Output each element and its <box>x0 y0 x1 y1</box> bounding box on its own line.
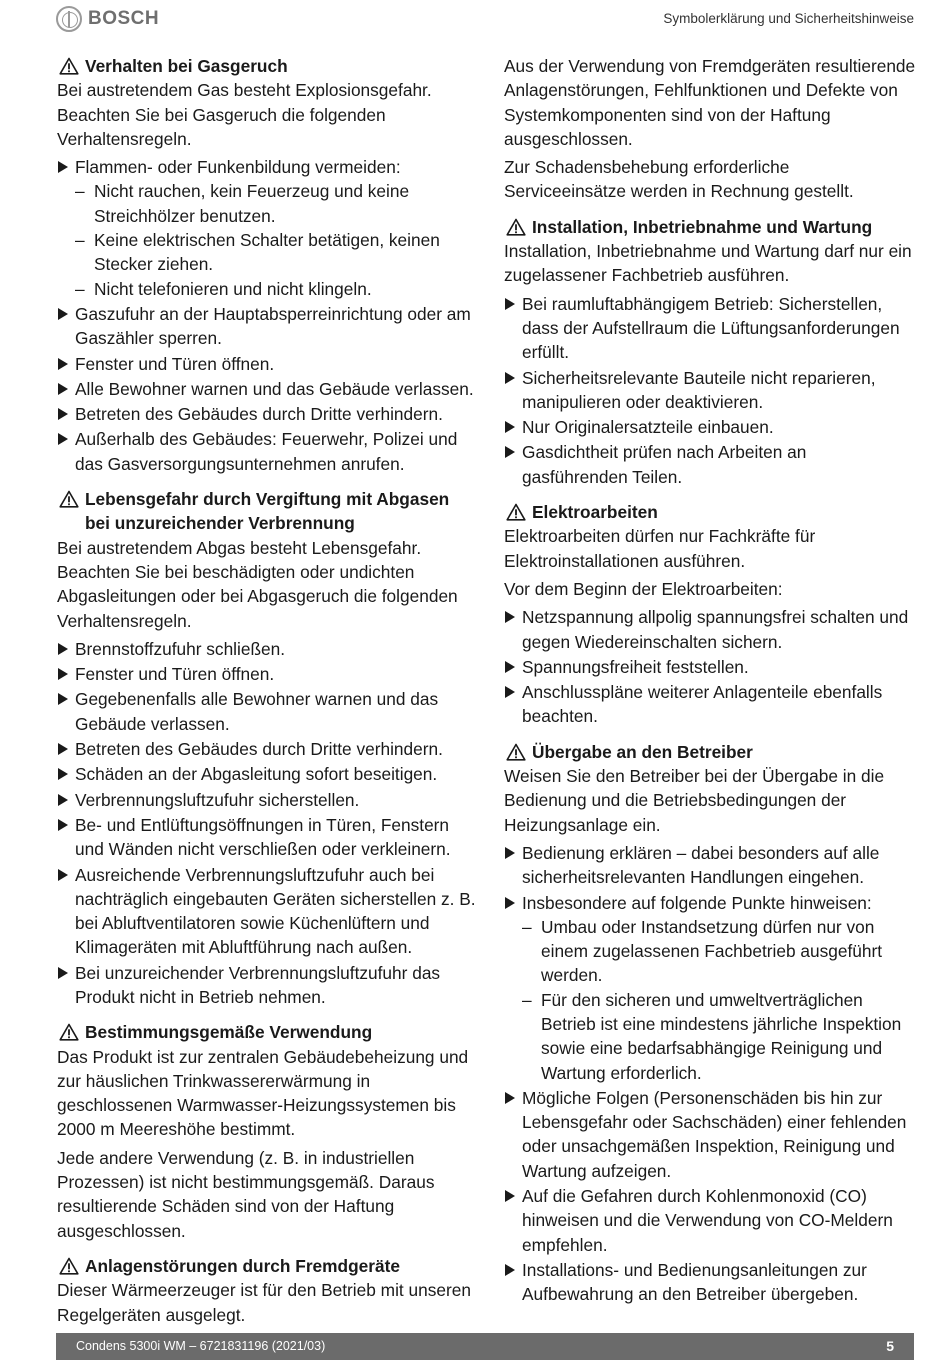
sub-list-item: – Nicht rauchen, kein Feuerzeug und keine Streichhölzer benutzen. <box>75 181 410 226</box>
list-item: Be- und Entlüftungsöffnungen in Türen, Fenstern und Wänden nicht verschließen oder verkleinern. <box>57 813 479 862</box>
section-heading-installation: Installation, Inbetriebnahme und Wartung <box>504 215 916 239</box>
list-item: Anschlusspläne weiterer Anlagenteile ebenfalls beachten. <box>504 680 916 729</box>
triangle-arrow-icon <box>505 446 515 458</box>
list-item: Auf die Gefahren durch Kohlenmonoxid (CO) hinweisen und die Verwendung von CO-Meldern empfehlen. <box>504 1184 916 1257</box>
triangle-arrow-icon <box>505 897 515 909</box>
triangle-arrow-icon <box>58 308 68 320</box>
section-heading-gas-smell: Verhalten bei Gasgeruch <box>57 54 479 78</box>
bosch-logo <box>56 6 159 32</box>
list-item: Sicherheitsrelevante Bauteile nicht reparieren, manipulieren oder deaktivieren. <box>504 366 916 415</box>
sub-list-item: – Keine elektrischen Schalter betätigen, keinen Stecker ziehen. <box>75 230 440 275</box>
triangle-arrow-icon <box>505 611 515 623</box>
warning-triangle-icon <box>506 743 526 761</box>
triangle-arrow-icon <box>58 693 68 705</box>
triangle-arrow-icon <box>505 372 515 384</box>
bullet-list <box>504 605 916 728</box>
list-item: Betreten des Gebäudes durch Dritte verhindern. <box>57 737 479 761</box>
sub-list-item: – Nicht telefonieren und nicht klingeln. <box>75 278 372 299</box>
bullet-list <box>57 155 479 476</box>
section-heading-handover: Übergabe an den Betreiber <box>504 740 916 764</box>
warning-triangle-icon <box>59 1257 79 1275</box>
list-item: Fenster und Türen öffnen. <box>57 662 479 686</box>
list-item: Mögliche Folgen (Personenschäden bis hin zur Lebensgefahr oder Sachschäden) einer fehlenden oder unsachgemäßen Inspektion, Reinigung und Wartung aufzeigen. <box>504 1086 916 1183</box>
paragraph: Dieser Wärmeerzeuger ist für den Betrieb mit unseren Regelgeräten ausgelegt. <box>57 1280 471 1325</box>
triangle-arrow-icon <box>58 643 68 655</box>
triangle-arrow-icon <box>505 1264 515 1276</box>
paragraph: Das Produkt ist zur zentralen Gebäudebeheizung und zur häuslichen Trinkwassererwärmung in geschlossenen Warmwasser-Heizungssystemen bis 2000 m Meereshöhe bestimmt. <box>57 1046 469 1140</box>
list-item: Bei unzureichender Verbrennungsluftzufuhr das Produkt nicht in Betrieb nehmen. <box>57 961 479 1010</box>
list-item: Bei raumluftabhängigem Betrieb: Sicherstellen, dass der Aufstellraum die Lüftungsanforderungen erfüllt. <box>504 292 916 365</box>
warning-triangle-icon <box>506 218 526 236</box>
warning-triangle-icon <box>59 1023 79 1041</box>
list-item: Verbrennungsluftzufuhr sicherstellen. <box>57 788 479 812</box>
triangle-arrow-icon <box>58 161 68 173</box>
list-item: Flammen- oder Funkenbildung vermeiden: – Nicht rauchen, kein Feuerzeug und keine Streichhölzer benutzen. – Keine elektrischen Schalter betätigen, keinen Stecker ziehen. – Nicht telefonieren und nicht klingeln. <box>57 155 479 301</box>
paragraph: Elektroarbeiten dürfen nur Fachkräfte für Elektroinstallationen ausführen. <box>504 526 816 571</box>
paragraph: Aus der Verwendung von Fremdgeräten resultierende Anlagenstörungen, Fehlfunktionen und Defekte von Systemkomponenten sind von der Haftung ausgeschlossen. <box>504 56 916 149</box>
list-item: Fenster und Türen öffnen. <box>57 352 479 376</box>
triangle-arrow-icon <box>505 1092 515 1104</box>
triangle-arrow-icon <box>505 686 515 698</box>
list-item: Außerhalb des Gebäudes: Feuerwehr, Polizei und das Gasversorgungsunternehmen anrufen. <box>57 427 479 476</box>
paragraph: Weisen Sie den Betreiber bei der Übergabe in die Bedienung und die Betriebsbedingungen der Heizungsanlage ein. <box>504 766 885 835</box>
triangle-arrow-icon <box>58 743 68 755</box>
triangle-arrow-icon <box>58 383 68 395</box>
triangle-arrow-icon <box>58 869 68 881</box>
list-item: Bedienung erklären – dabei besonders auf alle sicherheitsrelevanten Handlungen eingehen. <box>504 841 916 890</box>
sub-list <box>75 179 479 300</box>
bullet-list <box>504 292 916 489</box>
paragraph: Vor dem Beginn der Elektroarbeiten: <box>504 578 783 599</box>
section-heading-third-party-devices: Anlagenstörungen durch Fremdgeräte <box>57 1254 479 1278</box>
list-item: Betreten des Gebäudes durch Dritte verhindern. <box>57 402 479 426</box>
triangle-arrow-icon <box>58 433 68 445</box>
list-item: Insbesondere auf folgende Punkte hinweisen: – Umbau oder Instandsetzung dürfen nur von einem zugelassenen Fachbetrieb ausgeführt werden. – Für den sicheren und umweltverträglichen Betrieb ist eine mindestens jährliche Inspektion sowie eine bedarfsabhängige Reinigung und Wartung erforderlich. <box>504 891 916 1085</box>
triangle-arrow-icon <box>505 661 515 673</box>
section-heading-intended-use: Bestimmungsgemäße Verwendung <box>57 1020 479 1044</box>
triangle-arrow-icon <box>58 358 68 370</box>
triangle-arrow-icon <box>58 794 68 806</box>
paragraph: Installation, Inbetriebnahme und Wartung darf nur ein zugelassener Fachbetrieb ausführen. <box>504 241 912 286</box>
page-footer <box>56 1333 914 1360</box>
list-item: Gegebenenfalls alle Bewohner warnen und das Gebäude verlassen. <box>57 687 479 736</box>
sub-list-item: – Umbau oder Instandsetzung dürfen nur von einem zugelassenen Fachbetrieb ausgeführt werden. <box>522 916 883 986</box>
triangle-arrow-icon <box>58 668 68 680</box>
triangle-arrow-icon <box>58 768 68 780</box>
paragraph: Jede andere Verwendung (z. B. in industriellen Prozessen) ist nicht bestimmungsgemäß. Daraus resultierende Schäden sind von der Haftung ausgeschlossen. <box>57 1147 435 1241</box>
sub-list-item: – Für den sicheren und umweltverträglichen Betrieb ist eine mindestens jährliche Inspektion sowie eine bedarfsabhängige Reinigung und Wartung erforderlich. <box>522 989 902 1083</box>
triangle-arrow-icon <box>505 847 515 859</box>
page-number: 5 <box>886 1338 894 1354</box>
triangle-arrow-icon <box>58 819 68 831</box>
list-item: Netzspannung allpolig spannungsfrei schalten und gegen Wiedereinschalten sichern. <box>504 605 916 654</box>
bullet-list <box>57 637 479 1009</box>
list-item: Gasdichtheit prüfen nach Arbeiten an gasführenden Teilen. <box>504 440 916 489</box>
list-item: Spannungsfreiheit feststellen. <box>504 655 916 679</box>
triangle-arrow-icon <box>58 967 68 979</box>
bullet-list <box>504 841 916 1307</box>
list-item: Ausreichende Verbrennungsluftzufuhr auch bei nachträglich eingebauten Geräten sicherstellen z. B. bei Abluftventilatoren sowie Küchenlüftern und Klimageräten mit Abluftführung nach außen. <box>57 863 479 960</box>
list-item: Schäden an der Abgasleitung sofort beseitigen. <box>57 762 479 786</box>
warning-triangle-icon <box>59 490 79 508</box>
section-title: Symbolerklärung und Sicherheitshinweise <box>663 11 914 26</box>
paragraph: Zur Schadensbehebung erforderliche Serviceeinsätze werden in Rechnung gestellt. <box>504 157 854 202</box>
paragraph: Bei austretendem Abgas besteht Lebensgefahr. Beachten Sie bei beschädigten oder undichten Abgasleitungen oder bei Abgasgeruch die folgenden Verhaltensregeln. <box>57 537 458 631</box>
sub-list <box>522 915 916 1085</box>
triangle-arrow-icon <box>505 298 515 310</box>
brand-name: BOSCH <box>88 8 160 29</box>
warning-triangle-icon <box>506 503 526 521</box>
warning-triangle-icon <box>59 57 79 75</box>
bosch-armature-icon <box>56 6 82 32</box>
right-column <box>504 54 916 1309</box>
list-item: Gaszufuhr an der Hauptabsperreinrichtung oder am Gaszähler sperren. <box>57 302 479 351</box>
document-info: Condens 5300i WM – 6721831196 (2021/03) <box>76 1339 326 1353</box>
left-column <box>57 54 479 1331</box>
list-item: Alle Bewohner warnen und das Gebäude verlassen. <box>57 377 479 401</box>
triangle-arrow-icon <box>505 421 515 433</box>
paragraph: Bei austretendem Gas besteht Explosionsgefahr. Beachten Sie bei Gasgeruch die folgenden Verhaltensregeln. <box>57 80 432 149</box>
section-heading-exhaust-poisoning: Lebensgefahr durch Vergiftung mit Abgasen bei unzureichender Verbrennung <box>57 487 479 536</box>
triangle-arrow-icon <box>58 408 68 420</box>
list-item: Brennstoffzufuhr schließen. <box>57 637 479 661</box>
triangle-arrow-icon <box>505 1190 515 1202</box>
section-heading-electrical-work: Elektroarbeiten <box>504 500 916 524</box>
page-header <box>56 6 914 34</box>
list-item: Nur Originalersatzteile einbauen. <box>504 415 916 439</box>
list-item: Installations- und Bedienungsanleitungen zur Aufbewahrung an den Betreiber übergeben. <box>504 1258 916 1307</box>
